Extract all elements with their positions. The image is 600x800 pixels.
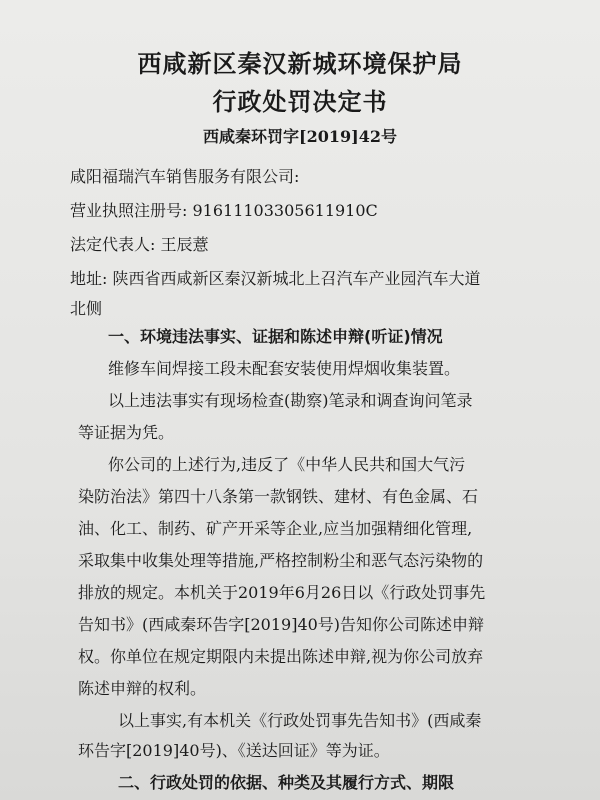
section1-evidence-line2: 等证据为凭。 [78, 423, 175, 442]
violation-line: 你公司的上述行为,违反了《中华人民共和国大气污 [108, 455, 466, 474]
section1-fact: 维修车间焊接工段未配套安装使用焊烟收集装置。 [108, 359, 461, 378]
violation-line: 排放的规定。本机关于2019年6月26日以《行政处罚事先 [78, 583, 486, 602]
party-representative: 法定代表人: 王辰薏 [70, 235, 209, 254]
violation-line: 染防治法》第四十八条第一款钢铁、建材、有色金属、石 [78, 487, 479, 506]
section2-heading: 二、行政处罚的依据、种类及其履行方式、期限 [118, 773, 455, 792]
violation-line: 采取集中收集处理等措施,严格控制粉尘和恶气态污染物的 [78, 551, 484, 570]
party-company: 咸阳福瑞汽车销售服务有限公司: [70, 167, 300, 186]
party-license: 营业执照注册号: 91611103305611910C [70, 201, 378, 220]
violation-line: 权。你单位在规定期限内未提出陈述申辩,视为你公司放弃 [78, 647, 484, 666]
agency-title: 西咸新区秦汉新城环境保护局 [137, 50, 463, 78]
party-address-line2: 北侧 [70, 299, 103, 318]
section1-evidence-line1: 以上违法事实有现场检查(勘察)笔录和调查询问笔录 [108, 391, 473, 410]
violation-line: 告知书》(西咸秦环告字[2019]40号)告知你公司陈述申辩 [78, 615, 485, 634]
document-number: 西咸秦环罚字[2019]42号 [203, 127, 397, 146]
document-type-title: 行政处罚决定书 [212, 88, 388, 116]
facts-line: 环告字[2019]40号)、《送达回证》等为证。 [78, 741, 390, 760]
facts-line: 以上事实,有本机关《行政处罚事先告知书》(西咸秦 [118, 711, 482, 730]
party-address-line1: 地址: 陕西省西咸新区秦汉新城北上召汽车产业园汽车大道 [70, 269, 481, 288]
section1-heading: 一、环境违法事实、证据和陈述申辩(听证)情况 [108, 327, 443, 346]
violation-line: 油、化工、制药、矿产开采等企业,应当加强精细化管理, [78, 519, 473, 538]
violation-line: 陈述申辩的权利。 [78, 679, 207, 698]
